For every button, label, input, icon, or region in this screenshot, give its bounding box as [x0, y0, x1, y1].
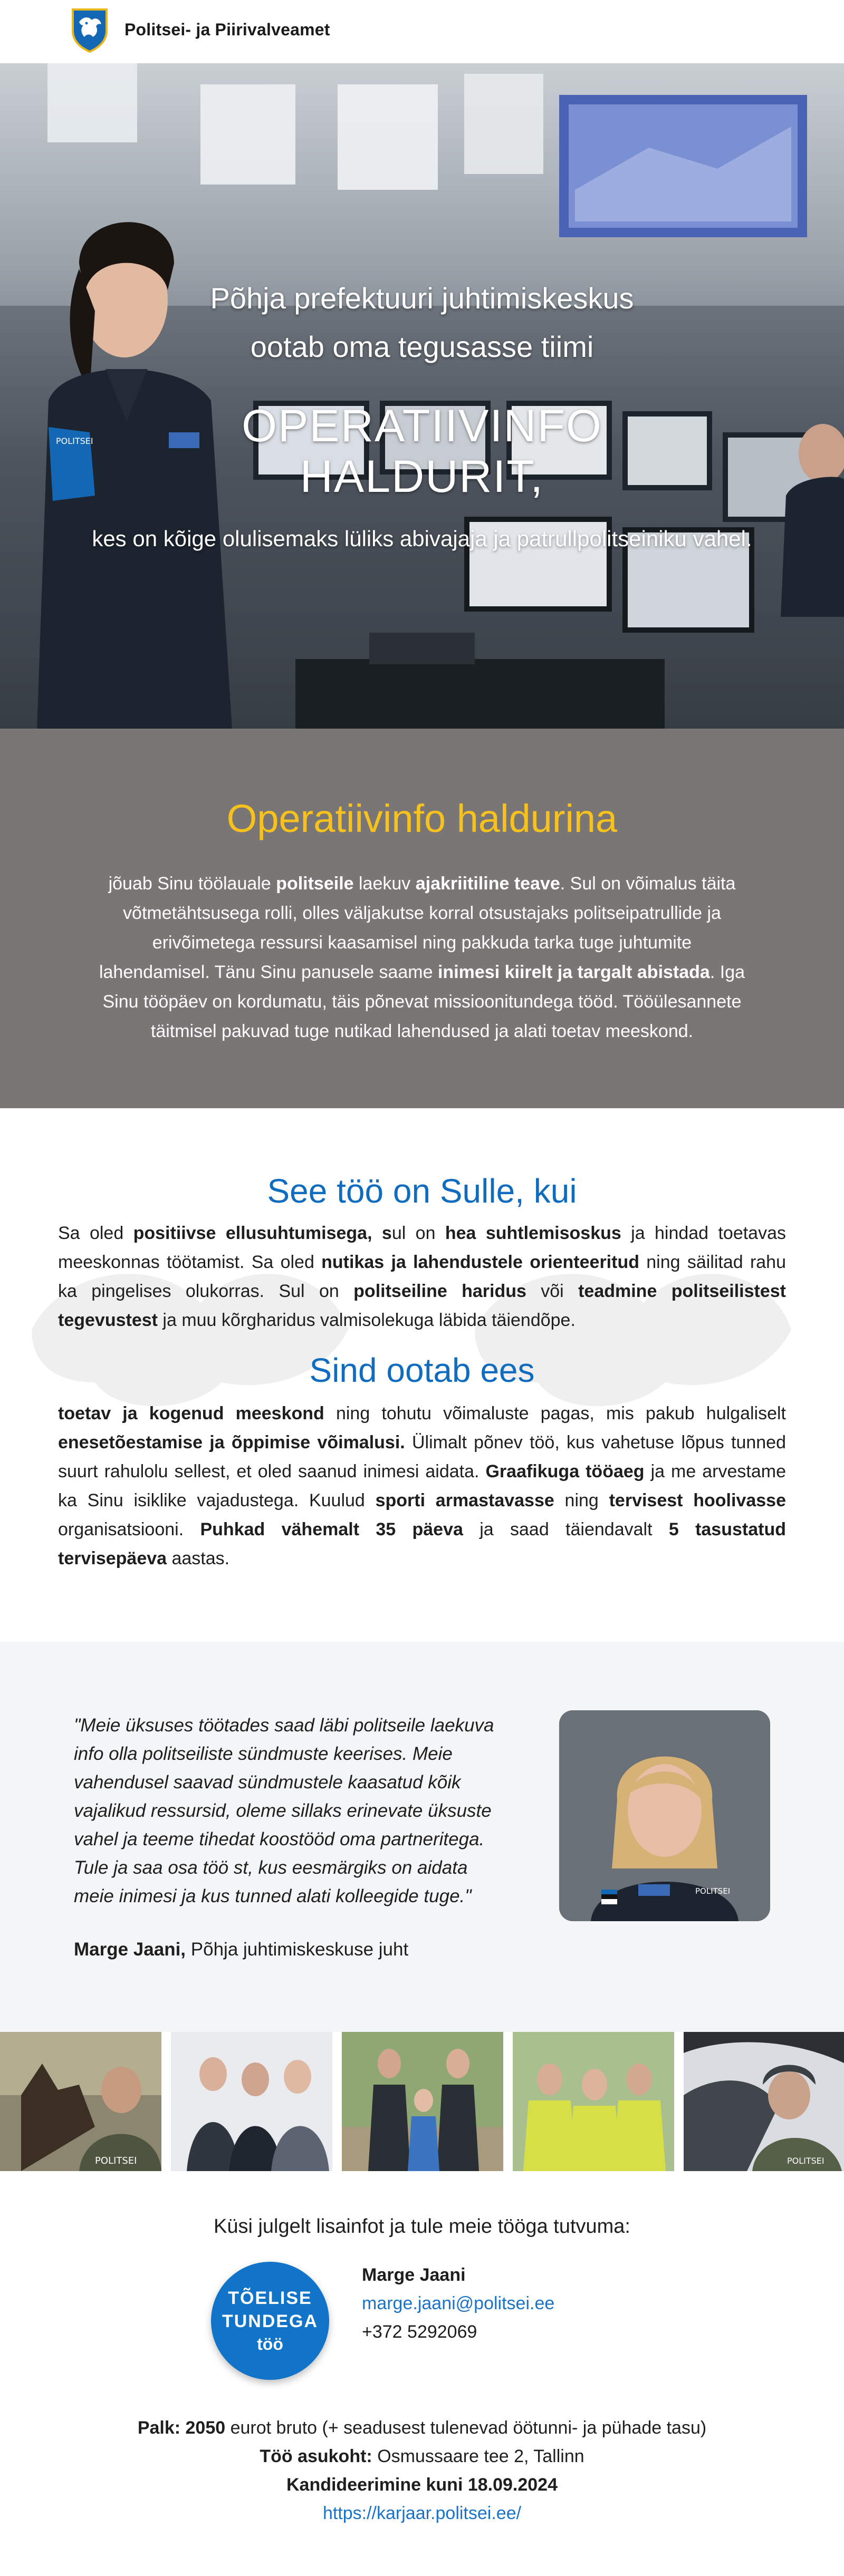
intro-text-part: . Sul on võimalus täita võtmetähtsusega rolli, olles väljakutse korral otsustajaks politseipatrullide ja erivõimetega ressursi kaasamisel ning pakkuda tarka tuge juhtumite lahendamisel. Tänu Sinu panusele saame: [99, 874, 736, 982]
photo-strip: [0, 2032, 844, 2171]
fit-text-part: ul on: [391, 1223, 445, 1243]
photo-team: [171, 2032, 332, 2171]
author-portrait: [559, 1710, 770, 1921]
contact-title: Küsi julgelt lisainfot ja tule meie tööga tutvuma:: [214, 2215, 630, 2238]
intro-text: [95, 869, 749, 1046]
hero-intro-line-2: ootab oma tegusasse tiimi: [250, 330, 594, 363]
fit-text-part: ning säilitad rahu ka pingelises olukorras. Sul on: [58, 1252, 786, 1301]
intro-text-part: . Iga Sinu tööpäev on kordumatu, täis põnevat missioonitundega tööd. Tööülesannete täitmisel pakuvad tuge nutikad lahendused ja alati toetav meeskond.: [102, 962, 745, 1041]
offer-text-part: aastas.: [167, 1548, 230, 1568]
hero-banner: [0, 63, 844, 729]
shoulder-patch-label: POLITSEI: [56, 436, 93, 446]
org-name[interactable]: Politsei- ja Piirivalveamet: [124, 20, 330, 39]
offer-text-part: organisatsiooni.: [58, 1519, 200, 1539]
intro-text-part: laekuv: [353, 874, 416, 894]
testimonial-quote: "Meie üksuses töötades saad läbi politseile laekuva info olla politseiliste sündmuste keerises. Meie vahendusel saavad sündmustele kaasatud kõik vajalikud ressursid, oleme sillaks erinevate üksuste vahel ja teeme tihedat koostööd oma partneritega. Tule ja saa osa töö st, kus eesmärgiks on aidata meie inimesi ja kus tunned alati kolleegide tuge.": [74, 1715, 494, 1906]
hero-intro: [0, 274, 844, 371]
fit-text-part: Sa oled: [58, 1223, 133, 1243]
author-role: Põhja juhtimiskeskuse juht: [186, 1939, 409, 1960]
fit-bold: positiivse ellusuhtumisega, s: [133, 1223, 392, 1243]
photo-label: POLITSEI: [787, 2156, 824, 2166]
location-value: Osmussaare tee 2, Tallinn: [372, 2446, 584, 2466]
offer-title: Sind ootab ees: [309, 1351, 535, 1389]
fit-bold: teadmine politseilistest tegevustest: [58, 1281, 786, 1330]
photo-helicopter-pilot: [684, 2032, 844, 2171]
fit-text-part: või: [526, 1281, 579, 1301]
salary-value: 2050: [180, 2418, 226, 2438]
photo-label: POLITSEI: [95, 2155, 137, 2166]
fit-bold: nutikas ja lahendustele orienteeritud: [321, 1252, 639, 1272]
ppa-shield-icon[interactable]: [71, 7, 109, 53]
hero-job-title-line-2: HALDURIT,: [300, 451, 544, 502]
fit-text-part: ja hindad toetavas meeskonnas töötamist. Sa oled: [58, 1223, 786, 1272]
hero-intro-line-1: Põhja prefektuuri juhtimiskeskus: [210, 282, 634, 315]
fit-text-part: ja muu kõrgharidus valmisolekuga läbida täiendõpe.: [157, 1310, 576, 1330]
author-photo: [559, 1710, 770, 1921]
intro-bold: ajakriitiline teave: [415, 874, 560, 894]
fit-bold: hea suhtlemisoskus: [445, 1223, 621, 1243]
author-name: Marge Jaani,: [74, 1939, 186, 1960]
deadline-text: Kandideerimine kuni 18.09.2024: [286, 2475, 558, 2495]
uniform-label: POLITSEI: [695, 1886, 731, 1896]
offer-bold: tervisest hoolivasse: [609, 1490, 786, 1510]
location-label: Töö asukoht:: [260, 2446, 372, 2466]
intro-title: Operatiivinfo haldurina: [226, 797, 618, 840]
intro-bold: politseile: [276, 874, 354, 894]
fit-title: See töö on Sulle, kui: [267, 1172, 577, 1210]
intro-section: [0, 729, 844, 1108]
salary-line: [0, 2418, 844, 2438]
contact-phone[interactable]: +372 5292069: [362, 2322, 477, 2342]
photo-family: [342, 2032, 503, 2171]
offer-bold: Puhkad vähemalt 35 päeva: [200, 1519, 463, 1539]
toelise-tundega-badge: [211, 2262, 329, 2380]
hero-job-title-line-1: OPERATIIVINFO: [242, 401, 602, 451]
hero-job-title: [0, 401, 844, 502]
fit-text: [58, 1219, 786, 1335]
intro-text-part: jõuab Sinu töölauale: [108, 874, 276, 894]
offer-text-part: Ülimalt põnev töö, kus vahetuse lõpus tunned suurt rahulolu sellest, et oled saanud inimesi aidata.: [58, 1432, 787, 1481]
photo-k9-officer: [0, 2032, 161, 2171]
salary-label: Palk:: [137, 2418, 181, 2438]
salary-rest: eurot bruto (+ seadusest tulenevad öötunni- ja pühade tasu): [225, 2418, 707, 2438]
hero-photo: [0, 63, 844, 729]
photo-patrol: [513, 2032, 674, 2171]
contact-name: Marge Jaani: [362, 2265, 466, 2285]
site-header: [0, 0, 844, 63]
testimonial-section: [0, 1642, 844, 2032]
intro-bold: inimesi kiirelt ja targalt abistada: [437, 962, 710, 982]
offer-bold: 5 tasustatud tervisepäeva: [58, 1519, 786, 1568]
badge-line-3: töö: [257, 2335, 283, 2354]
fit-bold: politseiline haridus: [353, 1281, 526, 1301]
contact-email-link[interactable]: marge.jaani@politsei.ee: [362, 2293, 555, 2313]
badge-line-1: TÕELISE: [228, 2288, 312, 2308]
offer-bold: Graafikuga tööaeg: [485, 1461, 645, 1481]
requirements-section: [0, 1108, 844, 1642]
offer-bold: enesetõestamise ja õppimise võimalusi.: [58, 1432, 405, 1452]
hero-subtitle: kes on kõige olulisemaks lüliks abivajaja ja patrullpolitseiniku vahel.: [92, 526, 752, 551]
badge-line-2: TUNDEGA: [222, 2311, 319, 2331]
offer-text-part: ja me arvestame ka Sinu isiklike vajadustega. Kuulud: [58, 1461, 786, 1510]
offer-text-part: ja saad täiendavalt: [463, 1519, 669, 1539]
testimonial-author: [74, 1939, 408, 1960]
career-site-link[interactable]: https://karjaar.politsei.ee/: [322, 2503, 522, 2523]
deadline-line: [0, 2475, 844, 2495]
offer-text-part: ning: [554, 1490, 609, 1510]
offer-text-part: ning tohutu võimaluste pagas, mis pakub hulgaliselt: [324, 1403, 787, 1423]
location-line: [0, 2446, 844, 2467]
offer-bold: toetav ja kogenud meeskond: [58, 1403, 324, 1423]
offer-text: [58, 1399, 786, 1573]
offer-bold: sporti armastavasse: [375, 1490, 554, 1510]
